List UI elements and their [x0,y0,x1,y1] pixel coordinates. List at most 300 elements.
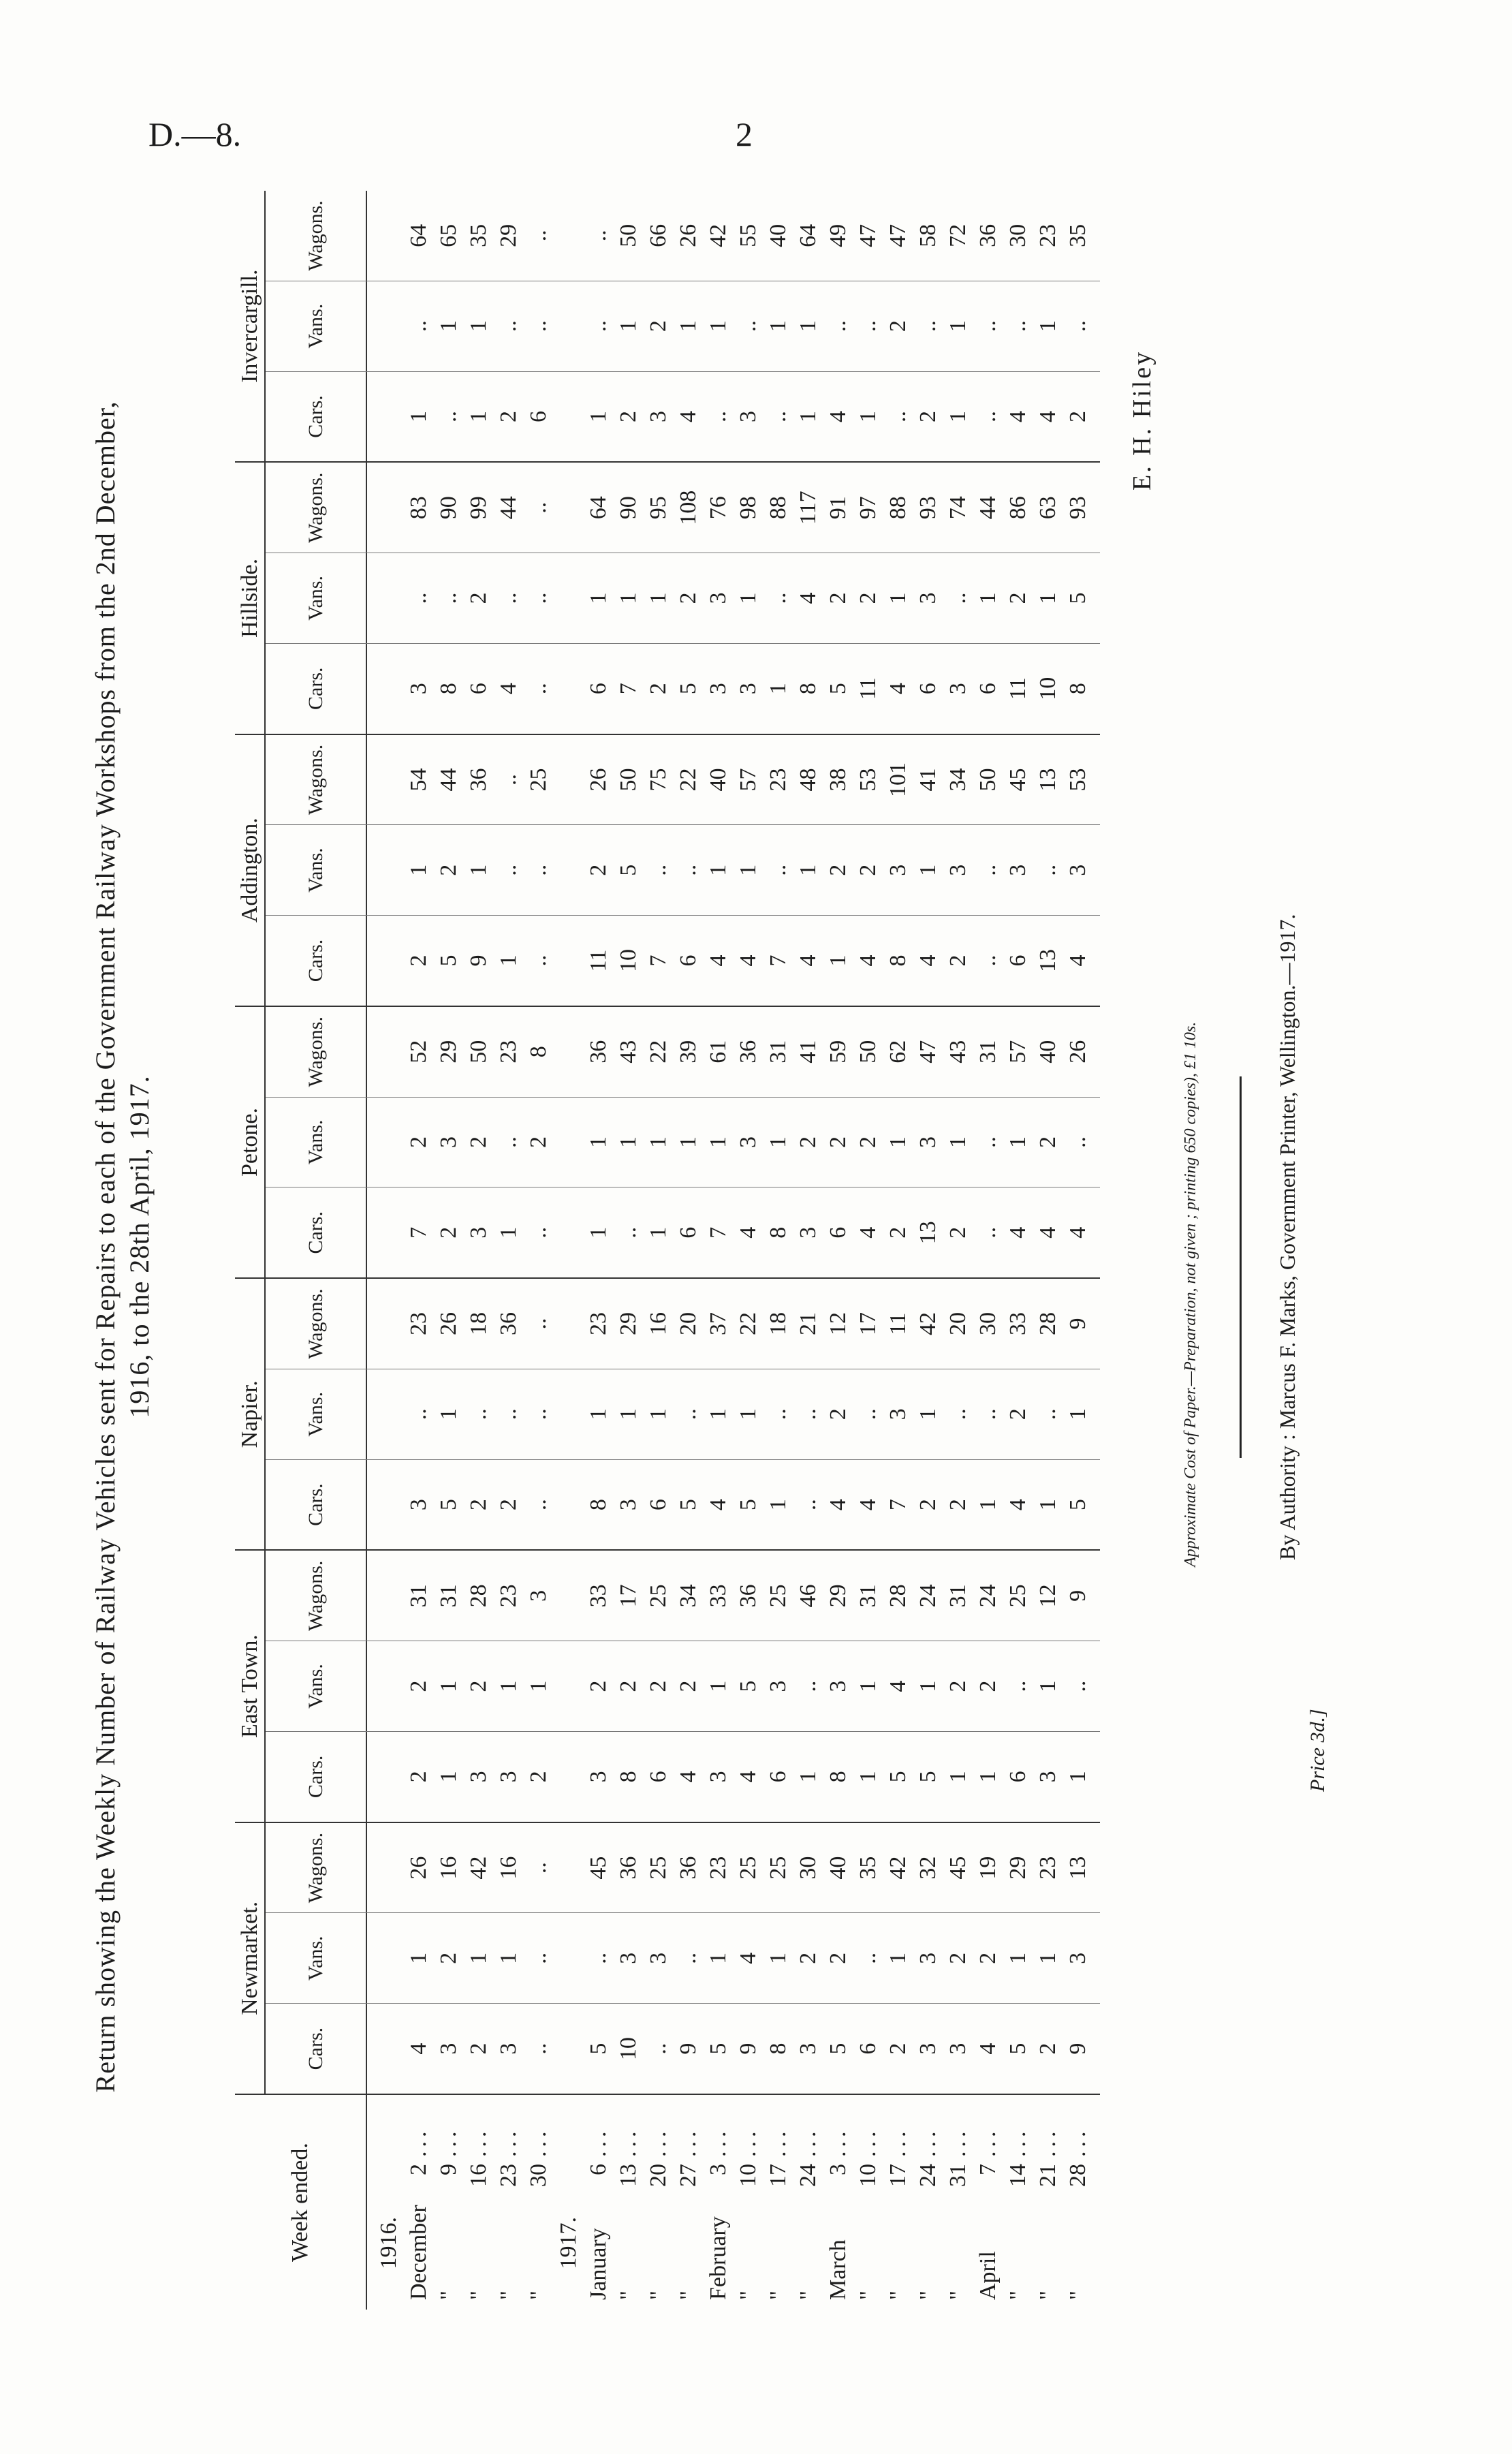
table-cell: 1 [736,592,761,604]
table-cell: 4 [1005,1499,1030,1511]
table-cell: 1 [945,410,971,422]
leader-dots: ... [1005,2127,1030,2157]
table-cell: 29 [616,1312,641,1336]
column-header: Vans. [266,825,367,915]
week-row [823,2095,853,2300]
wagons-column [266,1007,1100,1097]
table-cell: 93 [1065,496,1090,520]
table-cell: 1 [406,410,431,422]
table-cell: 3 [945,864,971,876]
column-header: Wagons. [266,463,367,553]
table-cell: 62 [885,1040,911,1063]
workshop-name: Newmarket. [235,1823,266,2094]
vans-column [266,1369,1100,1459]
table-cell: 50 [616,223,641,247]
table-cell: 8 [1065,683,1090,695]
column-header: Vans. [266,1641,367,1731]
table-cell [374,1098,404,1187]
table-cell: 97 [855,496,881,520]
week-row [1033,2095,1063,2300]
table-cell: .. [526,501,551,514]
table-cell: .. [526,1408,551,1420]
table-cell: .. [975,1226,1001,1239]
table-cell: 3 [1005,864,1030,876]
table-cell: 4 [736,1771,761,1783]
table-cell [374,1187,404,1277]
week-day: 16 [466,2164,491,2187]
table-cell: 3 [736,683,761,695]
week-month: " [915,2290,941,2300]
table-cell: 1 [676,320,701,332]
wagons-column [266,1823,1100,1913]
table-cell: 42 [466,1856,491,1880]
week-row [434,2095,464,2300]
workshop-group [235,1006,1100,1277]
week-month: " [676,2290,701,2300]
table-cell: 108 [676,490,701,525]
week-day: 28 [1065,2164,1090,2187]
week-month: " [646,2290,671,2300]
table-cell: 2 [1005,592,1030,604]
table-cell: 26 [436,1312,461,1336]
table-cell: 22 [646,1040,671,1063]
table-cell: 2 [945,1226,971,1239]
table-cell: 47 [885,223,911,247]
table-cell: 2 [855,1136,881,1149]
week-row [644,2095,674,2300]
table-cell: .. [676,1952,701,1964]
table-cell: 3 [616,1499,641,1511]
table-cell: 7 [406,1226,431,1239]
table-cell: 4 [855,954,881,967]
table-cell: 99 [466,496,491,520]
table-cell: 16 [646,1312,671,1336]
table-cell: 1 [945,1136,971,1149]
table-cell: 31 [436,1584,461,1608]
table-cell: 2 [885,2043,911,2055]
table-cell: 23 [706,1856,731,1880]
table-cell: 1 [1005,1952,1030,1964]
table-cell: .. [586,320,611,332]
table-cell: 74 [945,496,971,520]
workshop-group [235,191,1100,461]
table-cell: 3 [915,1952,941,1964]
table-cell: 4 [736,954,761,967]
table-cell: .. [616,1226,641,1239]
table-cell: 1 [1035,1680,1060,1692]
table-cell: 3 [885,1408,911,1420]
table-cell: 1 [466,410,491,422]
table-cell: 3 [825,1680,851,1692]
table-cell: 50 [466,1040,491,1063]
table-cell: 23 [496,1040,521,1063]
week-row [374,2095,404,2300]
table-cell: 6 [915,683,941,695]
week-month: December [406,2205,431,2300]
table-cell [374,2004,404,2094]
table-cell: 2 [436,1952,461,1964]
week-month: April [975,2251,1001,2300]
table-cell: .. [796,1408,821,1420]
week-day: 7 [975,2164,1001,2175]
table-cell: 1 [855,1771,881,1783]
table-cell: 2 [466,1136,491,1149]
week-day: 3 [825,2164,851,2175]
week-month: " [616,2290,641,2300]
table-cell [554,1823,584,1913]
table-cell: 1 [1035,1499,1060,1511]
table-cell: 35 [855,1856,881,1880]
table-cell: 26 [406,1856,431,1880]
table-cell: 32 [915,1856,941,1880]
table-cell: .. [855,320,881,332]
table-cell: 4 [796,954,821,967]
table-cell: 2 [586,1680,611,1692]
table-cell: 40 [706,768,731,792]
table-cell: 3 [945,2043,971,2055]
table-cell: 1 [436,1680,461,1692]
table-cell: .. [736,320,761,332]
table-cell: 50 [855,1040,881,1063]
table-cell: 5 [616,864,641,876]
table-cell [554,1007,584,1097]
table-cell: .. [945,1408,971,1420]
leader-dots: ... [406,2127,431,2157]
table-cell [554,372,584,462]
table-cell: .. [526,592,551,604]
table-cell: 4 [706,954,731,967]
table-cell: 11 [586,949,611,972]
column-header: Wagons. [266,1551,367,1641]
table-cell: 2 [975,1952,1001,1964]
table-cell: .. [796,1680,821,1692]
table-cell: 1 [586,1408,611,1420]
table-cell: 5 [825,683,851,695]
table-cell: 25 [646,1856,671,1880]
table-cell: .. [855,1408,881,1420]
table-cell: 3 [466,1226,491,1239]
table-cell: .. [526,683,551,695]
table-cell: 1 [885,592,911,604]
table-cell: 3 [646,410,671,422]
week-row [584,2095,614,2300]
table-cell [374,463,404,553]
table-cell: 8 [586,1499,611,1511]
table-cell: 4 [496,683,521,695]
table-cell: 5 [736,1680,761,1692]
vans-column [266,1097,1100,1187]
table-cell: 2 [646,320,671,332]
table-cell: 3 [885,864,911,876]
table-cell: .. [1065,320,1090,332]
table-cell: 1 [1035,320,1060,332]
document-reference: D.—8. [148,115,242,153]
table-cell: 1 [496,954,521,967]
week-month: " [736,2290,761,2300]
week-row [763,2095,793,2300]
table-cell: 1 [526,1680,551,1692]
table-cell: 1 [855,1680,881,1692]
table-cell: 1 [616,1136,641,1149]
table-cell: 12 [1035,1584,1060,1608]
table-cell: .. [526,1862,551,1874]
cars-column [266,915,1100,1006]
table-cell: 1 [1035,592,1060,604]
workshop-name: Hillside. [235,463,266,733]
vans-column [266,1641,1100,1731]
table-cell: 2 [885,1226,911,1239]
table-cell: 2 [945,1680,971,1692]
table-cell: 1 [646,592,671,604]
table-cell: 45 [586,1856,611,1880]
week-month: " [796,2290,821,2300]
week-row [913,2095,943,2300]
table-cell: 55 [736,223,761,247]
table-cell: 8 [796,683,821,695]
table-cell: 3 [406,1499,431,1511]
table-cell: .. [1065,1136,1090,1149]
table-cell: 21 [796,1312,821,1336]
table-cell: 3 [1035,1771,1060,1783]
column-header: Vans. [266,1369,367,1459]
table-cell: .. [1005,1680,1030,1692]
table-cell: 1 [766,1499,791,1511]
table-cell: .. [825,320,851,332]
table-cell: .. [766,592,791,604]
leader-dots: ... [496,2127,521,2157]
table-cell: 4 [1065,954,1090,967]
table-cell: 2 [496,410,521,422]
table-cell: 3 [646,1952,671,1964]
table-cell: 3 [586,1771,611,1783]
cars-column [266,2003,1100,2094]
table-cell: 2 [406,1771,431,1783]
table-cell: .. [496,864,521,876]
table-cell: .. [766,410,791,422]
table-cell: 7 [885,1499,911,1511]
table-cell: .. [406,320,431,332]
table-cell: 91 [825,496,851,520]
table-cell: 95 [646,496,671,520]
table-cell: 2 [885,320,911,332]
table-cell: 65 [436,223,461,247]
table-cell: 52 [406,1040,431,1063]
table-cell: 1 [796,320,821,332]
table-cell: 10 [616,2037,641,2061]
week-month: March [825,2239,851,2300]
table-cell: 4 [736,1226,761,1239]
week-month: " [1065,2290,1090,2300]
column-header: Cars. [266,916,367,1006]
table-cell: .. [526,1499,551,1511]
table-cell: 1 [766,320,791,332]
table-cell: 4 [1035,410,1060,422]
table-cell: 2 [406,1680,431,1692]
column-header: Cars. [266,2004,367,2094]
table-cell: 11 [855,677,881,700]
table-cell: 1 [496,1226,521,1239]
table-cell: 1 [975,1499,1001,1511]
table-cell: 72 [945,223,971,247]
table-cell: 1 [915,864,941,876]
table-cell: 7 [616,683,641,695]
week-day: 9 [436,2164,461,2175]
week-day: 10 [855,2164,881,2187]
table-cell [374,1641,404,1731]
table-cell: 2 [616,410,641,422]
table-cell: 1 [766,1136,791,1149]
week-month: " [1035,2290,1060,2300]
table-cell: 88 [766,496,791,520]
table-cell: 2 [406,954,431,967]
table-cell: 39 [676,1040,701,1063]
table-cell: 2 [526,1136,551,1149]
table-cell: 4 [706,1499,731,1511]
table-cell: .. [975,864,1001,876]
week-row [734,2095,763,2300]
table-cell: 3 [466,1771,491,1783]
table-cell: 13 [915,1221,941,1245]
table-cell: 3 [1065,864,1090,876]
table-cell: 2 [1065,410,1090,422]
table-cell: 3 [706,1771,731,1783]
table-cell [554,1913,584,2003]
table-cell: 1 [706,1680,731,1692]
price-note: Price 3d.] [1306,1709,1329,1792]
table-cell: 49 [825,223,851,247]
table-cell: 3 [496,1771,521,1783]
table-cell: 42 [915,1312,941,1336]
vans-column [266,281,1100,371]
table-cell: 8 [825,1771,851,1783]
table-cell: .. [1035,864,1060,876]
table-cell [554,281,584,371]
table-cell: .. [975,320,1001,332]
cars-column [266,643,1100,734]
table-cell: 1 [736,1408,761,1420]
table-cell [374,825,404,915]
table-cell: 2 [586,864,611,876]
table-cell: 18 [466,1312,491,1336]
table-cell: 11 [1005,677,1030,700]
week-day: 21 [1035,2164,1060,2187]
table-cell: .. [586,230,611,242]
table-cell: 63 [1035,496,1060,520]
week-day: 6 [586,2164,611,2175]
table-cell: 4 [676,1771,701,1783]
title-line-1: Return showing the Weekly Number of Railway Vehicles sent for Repairs to each of the Government Railway Workshops from the 2nd December, [90,401,121,2093]
table-cell: 48 [796,768,821,792]
table-cell: 5 [436,954,461,967]
table-cell: 2 [825,864,851,876]
table-cell: 20 [945,1312,971,1336]
table-cell: 10 [1035,677,1060,700]
table-cell: 4 [676,410,701,422]
table-cell: 5 [706,2043,731,2055]
table-cell: 6 [676,1226,701,1239]
table-cell: 53 [855,768,881,792]
table-cell: 4 [855,1226,881,1239]
table-cell: 5 [885,1771,911,1783]
table-cell: 1 [586,1136,611,1149]
table-cell: 1 [496,1680,521,1692]
table-cell: .. [676,864,701,876]
week-month: 1916. [376,2217,401,2269]
table-cell [374,1732,404,1822]
week-ended-rows [367,2095,1100,2310]
column-header: Cars. [266,644,367,734]
table-cell: 46 [796,1584,821,1608]
table-cell: 2 [796,1136,821,1149]
week-day: 23 [496,2164,521,2187]
table-cell: 13 [1035,768,1060,792]
table-cell: 47 [855,223,881,247]
title-line-2: 1916, to the 28th April, 1917. [124,1075,155,1418]
table-cell: 3 [436,2043,461,2055]
table-cell: 93 [915,496,941,520]
table-cell: 10 [616,949,641,972]
table-cell: .. [526,1952,551,1964]
week-day: 24 [915,2164,941,2187]
table-cell: 6 [1005,1771,1030,1783]
leader-dots: ... [1065,2127,1090,2157]
table-cell: 23 [1035,223,1060,247]
week-month: " [945,2290,971,2300]
table-cell: 50 [616,768,641,792]
table-cell: 6 [766,1771,791,1783]
table-cell: 4 [855,1499,881,1511]
table-cell: 1 [436,1771,461,1783]
table-cell: 5 [1065,592,1090,604]
week-row [943,2095,973,2300]
table-cell [554,463,584,553]
week-day: 17 [885,2164,911,2187]
table-cell: 3 [736,1136,761,1149]
leader-dots: ... [1035,2127,1060,2157]
table-cell [554,735,584,825]
table-cell: 8 [616,1771,641,1783]
table-cell: 22 [736,1312,761,1336]
table-cell: .. [466,1408,491,1420]
table-cell [374,1551,404,1641]
table-cell: 2 [466,1499,491,1511]
table-cell: 23 [496,1584,521,1608]
week-row [614,2095,644,2300]
page-number: 2 [736,115,753,153]
table-cell: 35 [1065,223,1090,247]
table-cell: 13 [1035,949,1060,972]
table-cell: 5 [586,2043,611,2055]
table-cell [554,2004,584,2094]
table-cell: 36 [975,223,1001,247]
table-cell: 5 [676,1499,701,1511]
table-cell: 9 [466,954,491,967]
table-cell: 58 [915,223,941,247]
table-cell [374,916,404,1006]
week-day: 17 [766,2164,791,2187]
table-cell: 1 [706,320,731,332]
table-cell: 31 [766,1040,791,1063]
printer-authority: By Authority : Marcus F. Marks, Government Printer, Wellington.—1917. [1275,914,1300,1560]
table-cell: 23 [1035,1856,1060,1880]
leader-dots: ... [526,2127,551,2157]
table-cell: 1 [706,1952,731,1964]
table-cell: 1 [1065,1408,1090,1420]
table-cell: .. [766,864,791,876]
table-cell: 44 [496,496,521,520]
table-cell: 2 [406,1136,431,1149]
leader-dots: ... [766,2127,791,2157]
